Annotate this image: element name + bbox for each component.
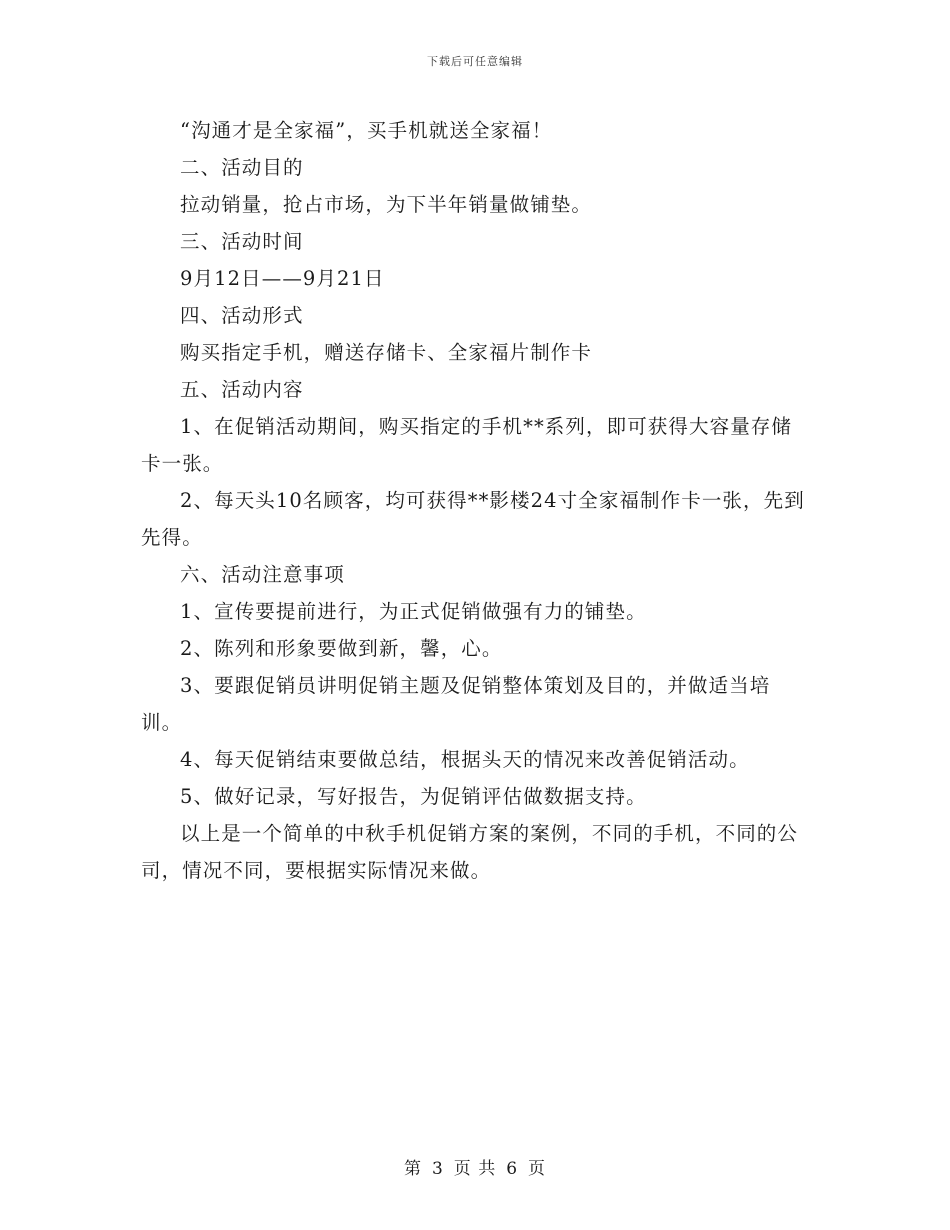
paragraph-time: 9月12日——9月21日 bbox=[180, 267, 385, 290]
paragraph-purpose: 拉动销量，抢占市场，为下半年销量做铺垫。 bbox=[180, 193, 593, 216]
paragraph-format: 购买指定手机，赠送存储卡、全家福片制作卡 bbox=[180, 341, 593, 364]
content-item-2: 2、每天头10名顾客，均可获得**影楼24寸全家福制作卡一张，先到先得。 bbox=[141, 489, 805, 549]
note-item-3: 3、要跟促销员讲明促销主题及促销整体策划及目的，并做适当培训。 bbox=[141, 674, 771, 734]
page-label-suffix: 页 bbox=[528, 1159, 547, 1179]
note-item-1: 1、宣传要提前进行，为正式促销做强有力的铺垫。 bbox=[180, 600, 647, 623]
content-item-1: 1、在促销活动期间，购买指定的手机**系列，即可获得大容量存储卡一张。 bbox=[141, 415, 793, 475]
page-label-prefix: 第 bbox=[403, 1159, 422, 1179]
current-page-number: 3 bbox=[431, 1159, 444, 1179]
total-page-count: 6 bbox=[506, 1159, 519, 1179]
document-body bbox=[141, 112, 811, 889]
section-heading-notes: 六、活动注意事项 bbox=[180, 563, 345, 586]
section-heading-content: 五、活动内容 bbox=[180, 378, 304, 401]
section-heading-purpose: 二、活动目的 bbox=[180, 156, 304, 179]
page-number-footer bbox=[0, 1154, 950, 1179]
note-item-4: 4、每天促销结束要做总结，根据头天的情况来改善促销活动。 bbox=[180, 748, 750, 771]
page-label-mid: 页 共 bbox=[453, 1159, 497, 1179]
header-note: 下载后可任意编辑 bbox=[427, 55, 523, 68]
paragraph-slogan: “沟通才是全家福”，买手机就送全家福！ bbox=[180, 119, 553, 142]
section-heading-format: 四、活动形式 bbox=[180, 304, 304, 327]
note-item-2: 2、陈列和形象要做到新，馨，心。 bbox=[180, 637, 503, 660]
note-item-5: 5、做好记录，写好报告，为促销评估做数据支持。 bbox=[180, 785, 647, 808]
section-heading-time: 三、活动时间 bbox=[180, 230, 304, 253]
paragraph-conclusion: 以上是一个简单的中秋手机促销方案的案例，不同的手机，不同的公司，情况不同，要根据实际情况来做。 bbox=[141, 822, 799, 882]
